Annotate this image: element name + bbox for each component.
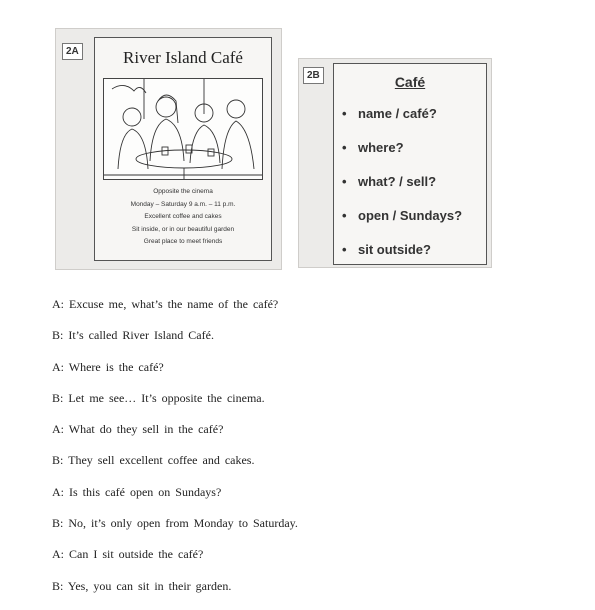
bullet-icon: • xyxy=(342,242,347,257)
sign-line: Monday – Saturday 9 a.m. – 11 p.m. xyxy=(130,200,236,208)
dialogue-line: A: Is this café open on Sundays? xyxy=(52,484,222,499)
prompt-item: • open / Sundays? xyxy=(342,208,463,223)
bullet-icon: • xyxy=(342,106,347,121)
prompt-title: Café xyxy=(394,74,426,90)
prompt-item: • what? / sell? xyxy=(342,174,437,189)
question-prompt-card xyxy=(298,58,492,268)
sign-line: Excellent coffee and cakes xyxy=(144,213,222,220)
dialogue-line: A: What do they sell in the café? xyxy=(52,422,224,437)
dialogue-line: A: Where is the café? xyxy=(52,359,164,374)
dialogue-line: B: It’s called River Island Café. xyxy=(52,328,214,343)
dialogue-line: A: Can I sit outside the café? xyxy=(52,547,204,562)
prompt-list xyxy=(342,106,462,276)
cafe-illustration xyxy=(103,78,263,180)
prompt-item: • name / café? xyxy=(342,106,437,121)
card-tag-2b: 2B xyxy=(303,67,324,84)
bullet-icon: • xyxy=(342,140,347,155)
sign-line: Opposite the cinema xyxy=(153,188,213,195)
dialogue-line: B: No, it’s only open from Monday to Saturday. xyxy=(52,516,298,531)
prompt-item: • sit outside? xyxy=(342,242,431,257)
dialogue-line: B: Yes, you can sit in their garden. xyxy=(52,578,232,593)
prompt-item: • where? xyxy=(342,140,404,155)
cafe-sign-details xyxy=(95,186,271,249)
dialogue-line: B: They sell excellent coffee and cakes. xyxy=(52,453,255,468)
dialogue-line: A: Excuse me, what’s the name of the café? xyxy=(52,297,279,311)
dialogue xyxy=(52,297,298,610)
card-tag-2a: 2A xyxy=(62,43,83,60)
cafe-sign xyxy=(94,37,272,261)
people-in-cafe-drawing xyxy=(104,79,262,179)
bullet-icon: • xyxy=(342,208,347,223)
cafe-sign-card xyxy=(55,28,282,270)
cafe-sign-title: River Island Café xyxy=(123,48,243,67)
prompt-box xyxy=(333,63,487,265)
sign-line: Sit inside, or in our beautiful garden xyxy=(131,225,235,233)
sign-line: Great place to meet friends xyxy=(143,238,223,245)
dialogue-line: B: Let me see… It’s opposite the cinema. xyxy=(52,390,265,405)
bullet-icon: • xyxy=(342,174,347,189)
